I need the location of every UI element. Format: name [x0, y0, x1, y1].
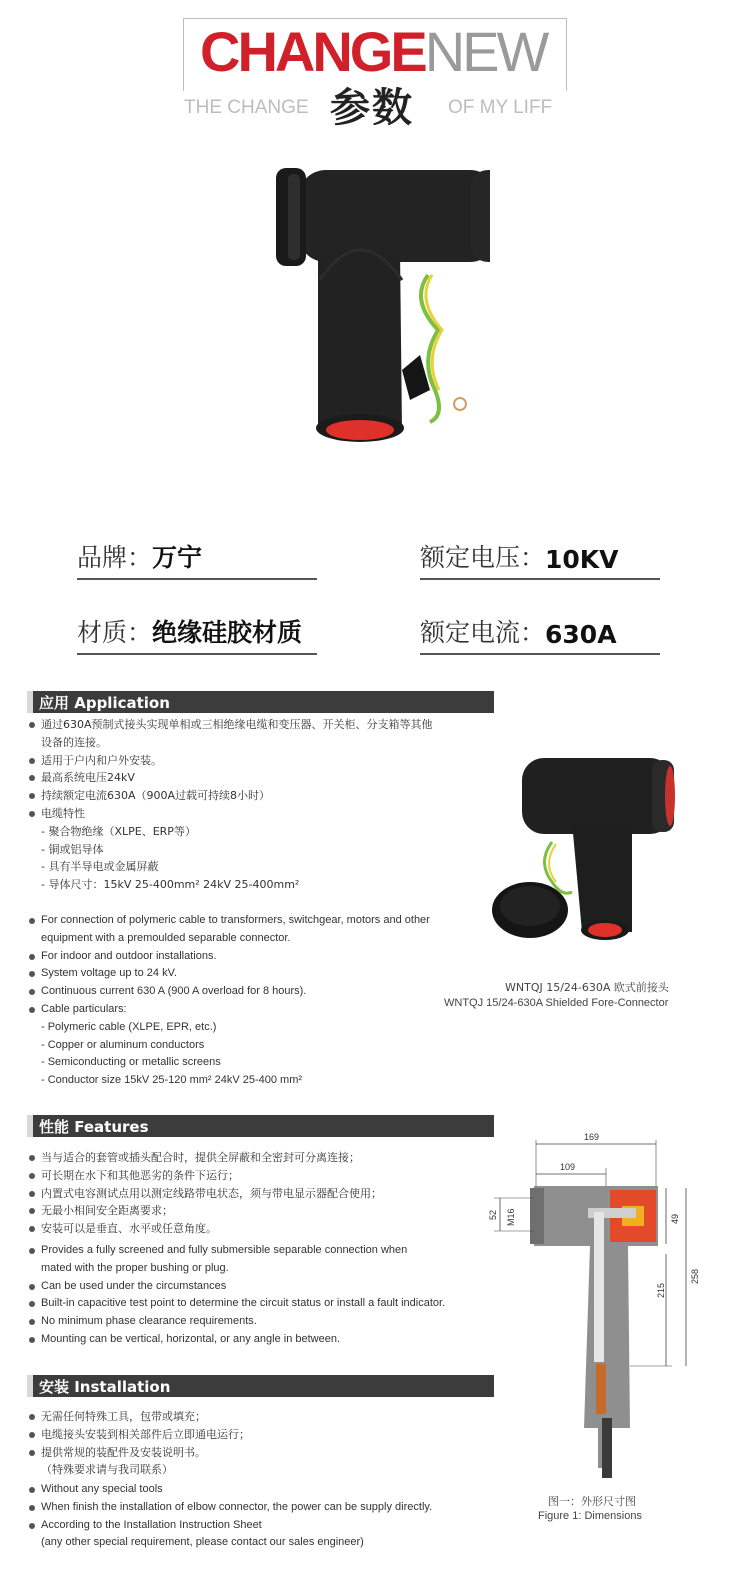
list-item: - 导体尺寸：15kV 25-400mm² 24kV 25-400mm²	[41, 878, 300, 892]
spec-brand	[77, 538, 317, 580]
section-installation-header	[27, 1375, 494, 1397]
installation-list-cn	[27, 1408, 250, 1479]
list-item: - 铜或铝导体	[41, 842, 104, 856]
list-item: 电缆特性	[27, 805, 433, 823]
application-list-en	[27, 912, 430, 1090]
features-list-en	[27, 1242, 445, 1349]
list-item: equipment with a premoulded separable connector.	[41, 931, 291, 944]
installation-list-en	[27, 1481, 432, 1552]
section-application-header	[27, 691, 494, 713]
list-item: 通过630A预制式接头实现单相或三相绝缘电缆和变压器、开关柜、分支箱等其他	[27, 716, 433, 734]
list-item: - Copper or aluminum conductors	[41, 1038, 205, 1051]
section-features-title: 性能 Features	[39, 1117, 149, 1136]
list-item: For connection of polymeric cable to transformers, switchgear, motors and other	[27, 912, 430, 930]
list-item: Provides a fully screened and fully submersible separable connection when	[27, 1242, 445, 1260]
product-caption-cn: WNTQJ 15/24-630A 欧式前接头	[505, 981, 669, 994]
logo-subtitle-right: OF MY LIFF	[448, 97, 553, 118]
section-features-header	[27, 1115, 494, 1137]
spec-current	[420, 613, 660, 655]
spec-current-label: 额定电流：	[420, 618, 546, 647]
list-item: （特殊要求请与我司联系）	[41, 1463, 173, 1477]
application-list-cn	[27, 716, 433, 894]
list-item: 适用于户内和户外安装。	[27, 752, 433, 770]
spec-material-label: 材质：	[77, 618, 153, 647]
spec-material-value: 绝缘硅胶材质	[152, 618, 303, 647]
list-item: Without any special tools	[27, 1481, 432, 1499]
dim-52: 52	[488, 1209, 498, 1220]
list-item: For indoor and outdoor installations.	[27, 948, 430, 966]
spec-brand-value: 万宁	[152, 543, 203, 572]
list-item: Built-in capacitive test point to determine the circuit status or install a fault indicator.	[27, 1295, 445, 1313]
spec-material	[77, 613, 317, 655]
dimension-caption-en: Figure 1: Dimensions	[538, 1510, 642, 1522]
list-item: - Semiconducting or metallic screens	[41, 1056, 221, 1069]
list-item: 可长期在水下和其他恶劣的条件下运行；	[27, 1167, 382, 1185]
brand-logo-gray: NEW	[424, 20, 547, 83]
dim-109: 109	[560, 1162, 576, 1172]
section-application-title: 应用 Application	[39, 693, 170, 712]
list-item: 持续额定电流630A（900A过载可持续8小时）	[27, 787, 433, 805]
spec-voltage-value: 10KV	[545, 545, 619, 574]
list-item: When finish the installation of elbow connector, the power can be supply directly.	[27, 1499, 432, 1517]
list-item: Mounting can be vertical, horizontal, or any angle in between.	[27, 1331, 445, 1349]
list-item: Cable particulars:	[27, 1001, 430, 1019]
spec-current-value: 630A	[545, 620, 617, 649]
product-photo-secondary	[492, 752, 682, 947]
dim-m16: M16	[506, 1208, 516, 1226]
dim-49: 49	[670, 1213, 680, 1224]
list-item: 安装可以是垂直、水平或任意角度。	[27, 1220, 382, 1238]
list-item: - Polymeric cable (XLPE, EPR, etc.)	[41, 1020, 217, 1033]
dim-258: 258	[690, 1268, 700, 1284]
spec-voltage	[420, 538, 660, 580]
brand-logo-red: CHANGE	[200, 20, 425, 83]
list-item: mated with the proper bushing or plug.	[41, 1261, 229, 1274]
dim-169: 169	[584, 1132, 600, 1142]
dim-215: 215	[656, 1282, 666, 1298]
page-title: 参数	[330, 85, 414, 131]
section-marker	[27, 691, 33, 713]
list-item: System voltage up to 24 kV.	[27, 965, 430, 983]
list-item: 提供常规的装配件及安装说明书。	[27, 1444, 250, 1462]
list-item: 当与适合的套管或插头配合时，提供全屏蔽和全密封可分离连接；	[27, 1149, 382, 1167]
list-item: (any other special requirement, please contact our sales engineer)	[41, 1536, 364, 1549]
list-item: 内置式电容测试点用以测定线路带电状态，须与带电显示器配合使用；	[27, 1185, 382, 1203]
dimension-drawing	[480, 1128, 710, 1478]
list-item: 最高系统电压24kV	[27, 769, 433, 787]
list-item: No minimum phase clearance requirements.	[27, 1313, 445, 1331]
list-item: According to the Installation Instruction Sheet	[27, 1517, 432, 1535]
logo-subtitle-left: THE CHANGE	[184, 97, 309, 118]
section-marker	[27, 1115, 33, 1137]
section-marker	[27, 1375, 33, 1397]
product-caption-en: WNTQJ 15/24-630A Shielded Fore-Connector	[444, 997, 669, 1009]
list-item: 设备的连接。	[41, 735, 107, 749]
list-item: Can be used under the circumstances	[27, 1278, 445, 1296]
dimension-caption-cn: 图一：外形尺寸图	[548, 1495, 636, 1508]
list-item: 无需任何特殊工具，包带或填充；	[27, 1408, 250, 1426]
brand-logo	[200, 22, 546, 82]
features-list-cn	[27, 1149, 382, 1238]
list-item: 无最小相间安全距离要求；	[27, 1202, 382, 1220]
list-item: 电缆接头安装到相关部件后立即通电运行；	[27, 1426, 250, 1444]
product-photo-main	[270, 160, 490, 480]
list-item: - 聚合物绝缘（XLPE、ERP等）	[41, 824, 196, 838]
list-item: - 具有半导电或金属屏蔽	[41, 860, 159, 874]
list-item: Continuous current 630 A (900 A overload for 8 hours).	[27, 983, 430, 1001]
list-item: - Conductor size 15kV 25-120 mm² 24kV 25-400 mm²	[41, 1074, 303, 1087]
spec-voltage-label: 额定电压：	[420, 543, 546, 572]
spec-brand-label: 品牌：	[77, 543, 153, 572]
section-installation-title: 安装 Installation	[39, 1377, 171, 1396]
